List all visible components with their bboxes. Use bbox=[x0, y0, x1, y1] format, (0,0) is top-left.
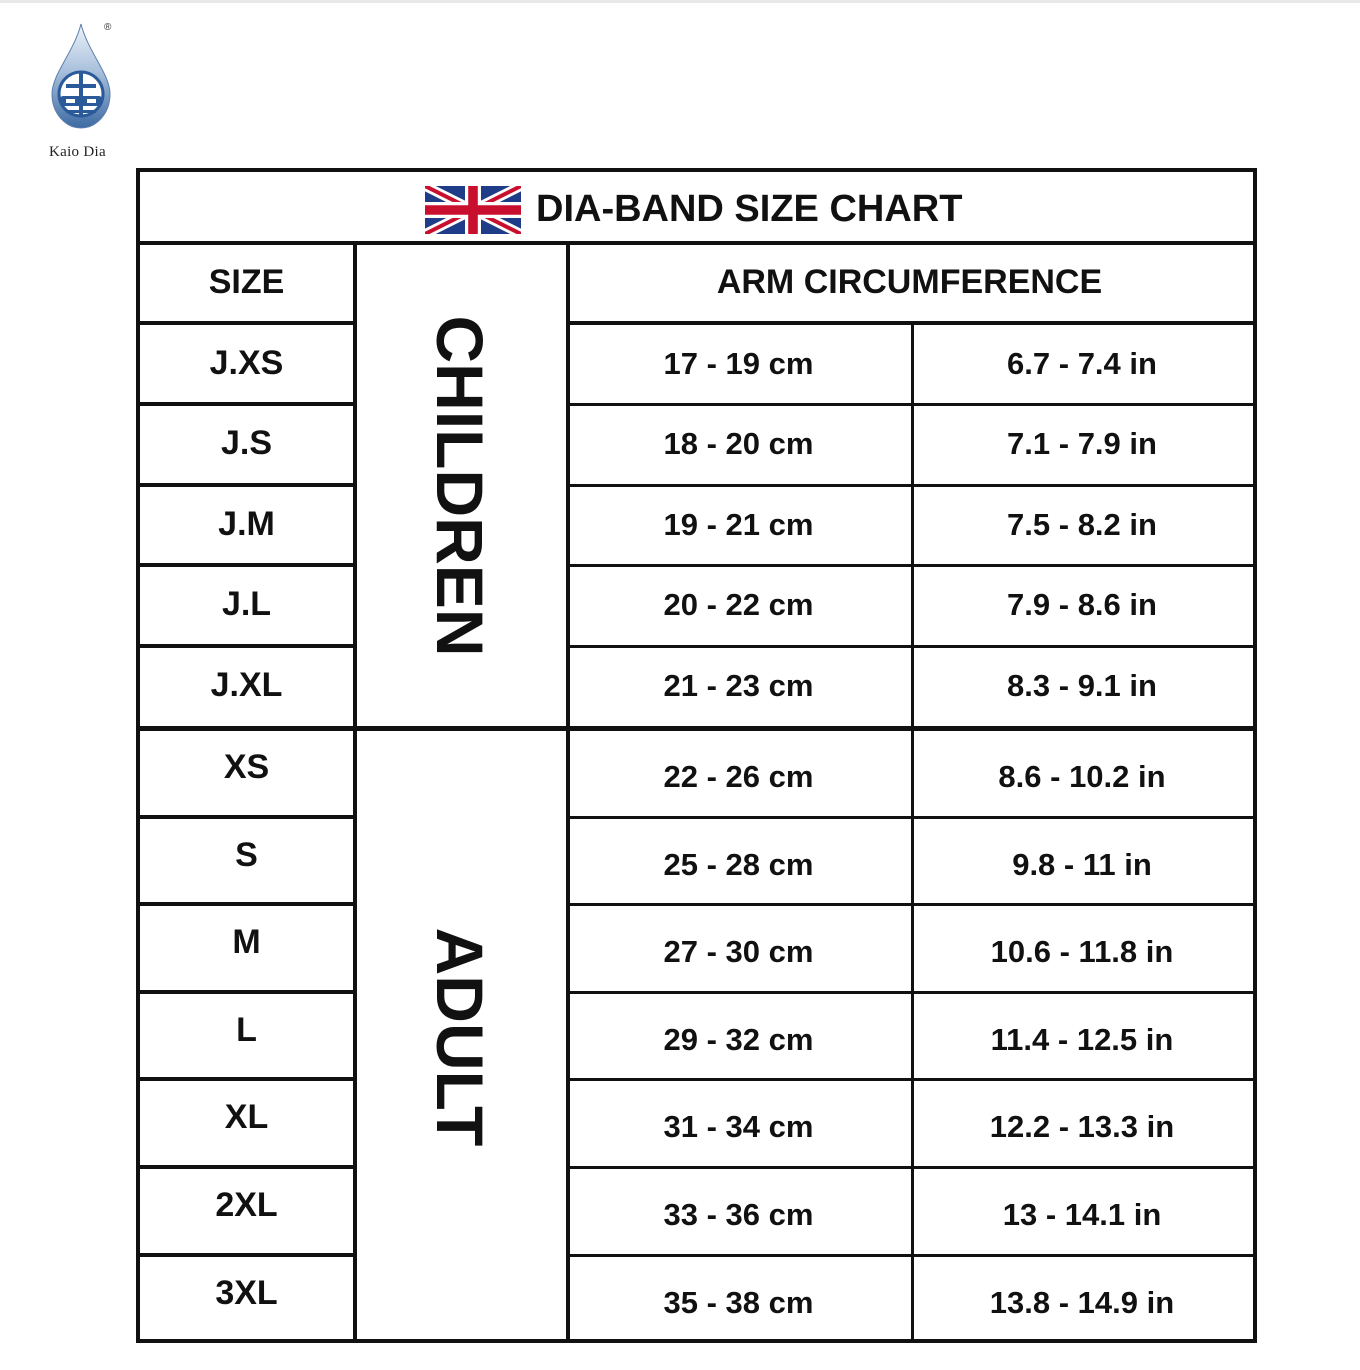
cm-cell: 25 - 28 cm bbox=[663, 846, 814, 882]
in-cell: 10.6 - 11.8 in bbox=[990, 934, 1174, 970]
in-cell: 7.5 - 8.2 in bbox=[1007, 506, 1157, 542]
header-size: SIZE bbox=[208, 263, 285, 301]
size-cell: 2XL bbox=[215, 1186, 278, 1224]
row-divider-size bbox=[140, 483, 353, 487]
row-divider-measure bbox=[566, 1078, 1253, 1081]
in-cell: 13 - 14.1 in bbox=[1002, 1197, 1162, 1232]
group-label-adult: ADULT bbox=[422, 927, 497, 1146]
cm-cell: 21 - 23 cm bbox=[663, 667, 814, 703]
row-divider-size bbox=[140, 644, 353, 648]
row-divider-size bbox=[140, 990, 353, 994]
in-cell: 13.8 - 14.9 in bbox=[989, 1284, 1175, 1320]
in-cell: 12.2 - 13.3 in bbox=[989, 1109, 1175, 1145]
row-divider-measure bbox=[566, 1254, 1253, 1257]
cm-cell: 20 - 22 cm bbox=[663, 587, 814, 623]
row-divider-size bbox=[140, 563, 353, 567]
in-cell: 9.8 - 11 in bbox=[1012, 846, 1152, 882]
row-divider-measure bbox=[566, 403, 1253, 406]
in-cell: 6.7 - 7.4 in bbox=[1007, 346, 1157, 381]
row-divider-size bbox=[140, 902, 353, 906]
in-cell: 7.1 - 7.9 in bbox=[1007, 426, 1157, 462]
header-rule-size bbox=[140, 321, 353, 325]
cm-cell: 18 - 20 cm bbox=[663, 426, 814, 462]
water-drop-logo-icon bbox=[48, 22, 114, 132]
top-rule bbox=[0, 0, 1360, 3]
size-cell: J.L bbox=[221, 585, 272, 624]
row-divider-size bbox=[140, 1077, 353, 1081]
row-divider-measure bbox=[566, 1166, 1253, 1169]
size-cell: J.XL bbox=[210, 665, 283, 704]
size-cell: 3XL bbox=[215, 1273, 278, 1312]
divider-unit-column bbox=[911, 325, 914, 1343]
size-cell: M bbox=[232, 923, 261, 962]
row-divider-measure bbox=[566, 903, 1253, 906]
header-rule-measure bbox=[566, 321, 1253, 325]
size-cell: XL bbox=[224, 1098, 269, 1137]
cm-cell: 17 - 19 cm bbox=[663, 346, 814, 381]
brand-name: Kaio Dia bbox=[49, 144, 106, 160]
size-cell: L bbox=[236, 1010, 257, 1049]
in-cell: 8.3 - 9.1 in bbox=[1007, 667, 1157, 703]
brand-logo bbox=[40, 18, 130, 160]
group-separator bbox=[140, 726, 1253, 731]
chart-title: DIA-BAND SIZE CHART bbox=[536, 188, 963, 230]
title-row bbox=[140, 172, 1253, 245]
cm-cell: 29 - 32 cm bbox=[663, 1021, 814, 1057]
cm-cell: 35 - 38 cm bbox=[663, 1284, 814, 1320]
row-divider-measure bbox=[566, 484, 1253, 487]
size-cell: XS bbox=[223, 748, 270, 786]
registered-mark: ® bbox=[104, 22, 112, 33]
header-arm-circumference: ARM CIRCUMFERENCE bbox=[716, 263, 1103, 301]
cm-cell: 19 - 21 cm bbox=[663, 506, 814, 542]
in-cell: 11.4 - 12.5 in bbox=[990, 1021, 1174, 1057]
uk-flag-icon bbox=[425, 184, 521, 236]
row-divider-measure bbox=[566, 564, 1253, 567]
size-cell: S bbox=[235, 835, 258, 874]
row-divider-size bbox=[140, 815, 353, 819]
size-cell: J.XS bbox=[209, 344, 284, 382]
in-cell: 7.9 - 8.6 in bbox=[1007, 587, 1157, 623]
row-divider-measure bbox=[566, 816, 1253, 819]
cm-cell: 22 - 26 cm bbox=[663, 759, 814, 794]
group-label-children: CHILDREN bbox=[422, 315, 497, 657]
size-cell: J.S bbox=[220, 424, 273, 463]
size-cell: J.M bbox=[218, 504, 275, 543]
in-cell: 8.6 - 10.2 in bbox=[998, 759, 1166, 794]
cm-cell: 33 - 36 cm bbox=[663, 1197, 814, 1232]
row-divider-size bbox=[140, 402, 353, 406]
row-divider-measure bbox=[566, 645, 1253, 648]
size-chart-table bbox=[136, 168, 1257, 1343]
row-divider-size bbox=[140, 1165, 353, 1169]
row-divider-size bbox=[140, 1253, 353, 1257]
cm-cell: 27 - 30 cm bbox=[663, 934, 814, 970]
cm-cell: 31 - 34 cm bbox=[663, 1109, 814, 1145]
row-divider-measure bbox=[566, 991, 1253, 994]
divider-size-column bbox=[353, 245, 357, 1343]
